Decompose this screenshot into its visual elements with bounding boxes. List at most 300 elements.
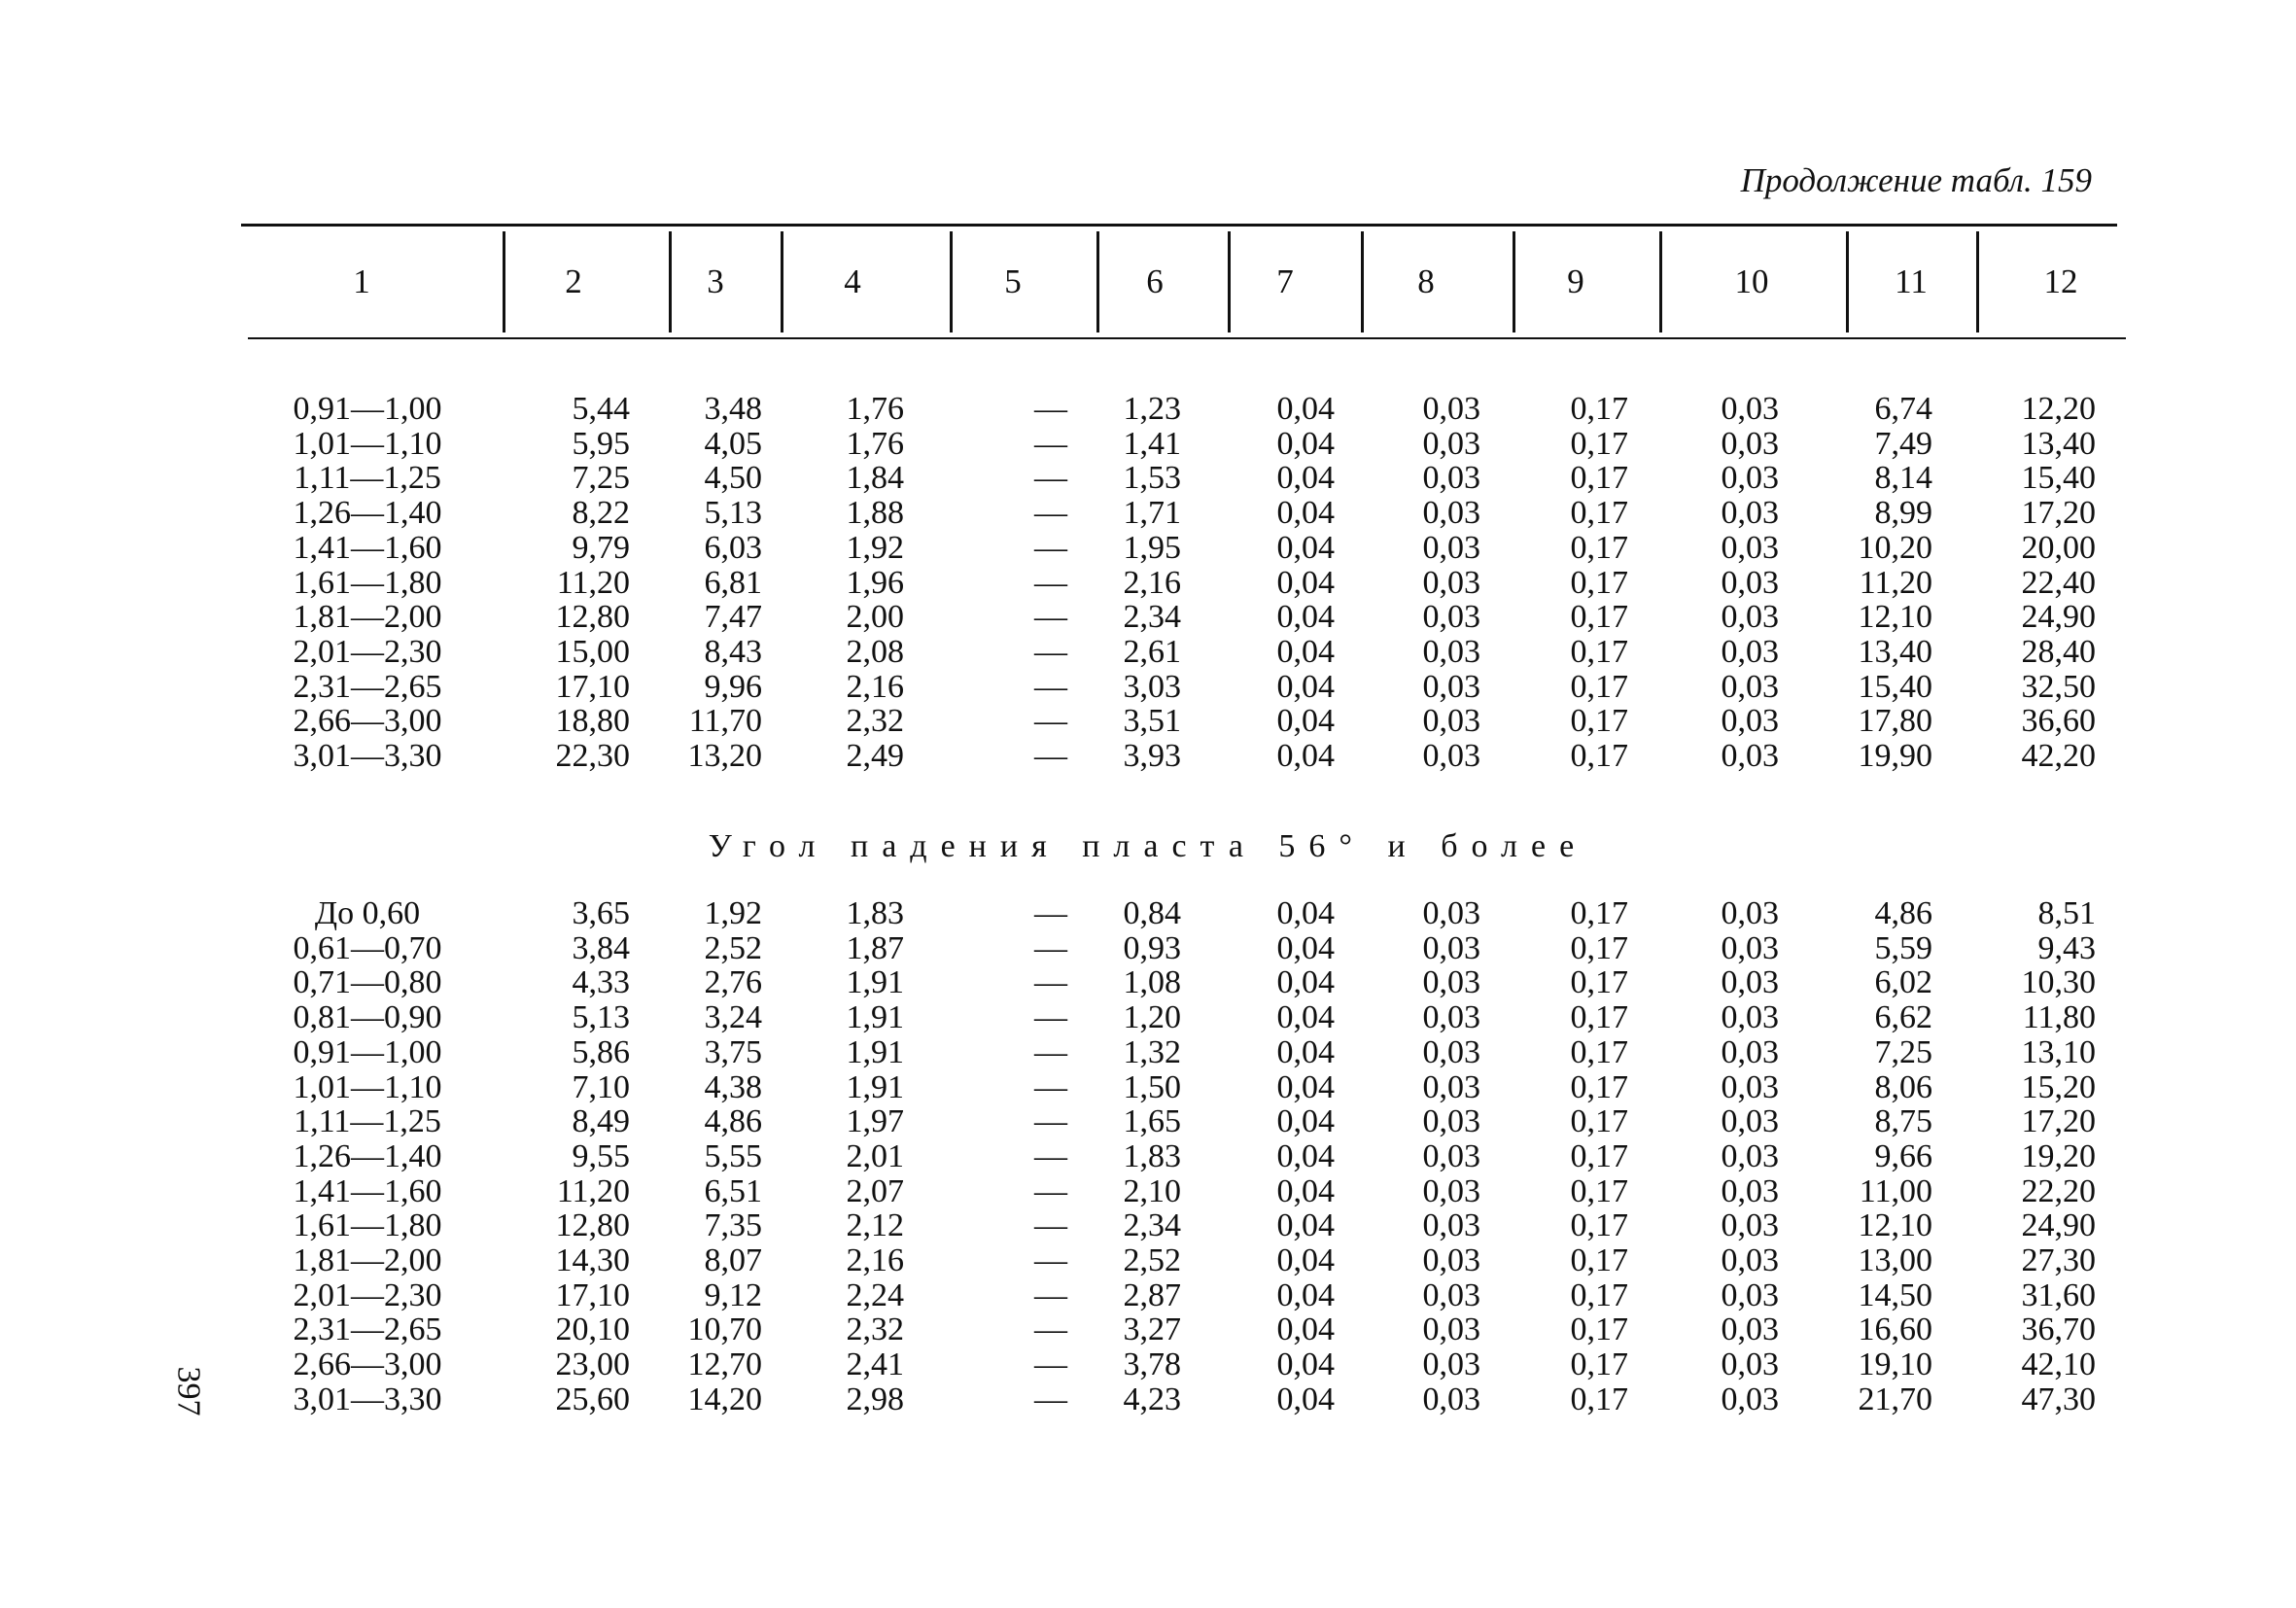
table-cell: 0,04: [1276, 703, 1335, 739]
table-cell: 0,03: [1422, 1311, 1480, 1347]
table-cell: 13,20: [687, 738, 762, 774]
table-cell: 1,65: [1123, 1103, 1181, 1139]
table-cell: 3,48: [704, 391, 762, 427]
table-cell: 0,17: [1570, 634, 1628, 670]
table-cell: 6,81: [704, 565, 762, 601]
table-cell: 0,17: [1570, 1138, 1628, 1174]
table-cell: 3,01—3,30: [293, 1381, 442, 1417]
table-cell: 0,04: [1276, 1242, 1335, 1278]
table-cell: 8,99: [1874, 495, 1932, 531]
table-row: [0, 896, 2296, 931]
table-cell: 0,04: [1276, 1311, 1335, 1347]
table-cell: 0,04: [1276, 1138, 1335, 1174]
table-cell: 10,20: [1858, 530, 1932, 566]
table-cell: 0,03: [1422, 565, 1480, 601]
table-row: [0, 392, 2296, 427]
table-cell: 0,17: [1570, 1381, 1628, 1417]
table-cell: 0,03: [1422, 1103, 1480, 1139]
table-cell: 14,20: [687, 1381, 762, 1417]
table-cell: 5,13: [704, 495, 762, 531]
table-cell: 13,40: [2021, 426, 2096, 462]
table-cell: 11,00: [1859, 1173, 1932, 1209]
table-row: [0, 670, 2296, 705]
table-cell: 1,08: [1123, 964, 1181, 1000]
table-cell: 3,01—3,30: [293, 738, 442, 774]
table-row: [0, 1070, 2296, 1105]
table-cell: 0,17: [1570, 1069, 1628, 1105]
table-cell: —: [1034, 599, 1067, 635]
table-cell: 12,20: [2021, 391, 2096, 427]
table-cell: 0,17: [1570, 495, 1628, 531]
section-title: Угол падения пласта 56° и более: [708, 828, 1588, 864]
column-divider: [1361, 231, 1364, 332]
table-cell: —: [1034, 669, 1067, 705]
table-row: [0, 1000, 2296, 1035]
table-cell: 5,59: [1874, 930, 1932, 966]
table-cell: 2,12: [846, 1207, 904, 1243]
column-divider: [669, 231, 672, 332]
table-cell: —: [1034, 495, 1067, 531]
table-cell: 3,65: [572, 895, 630, 931]
table-cell: 8,75: [1874, 1103, 1932, 1139]
table-row: [0, 1278, 2296, 1313]
table-cell: 3,75: [704, 1034, 762, 1070]
table-cell: 0,04: [1276, 999, 1335, 1035]
table-cell: 17,80: [1858, 703, 1932, 739]
table-cell: 0,03: [1721, 1138, 1779, 1174]
table-cell: 0,17: [1570, 1034, 1628, 1070]
table-cell: 1,71: [1123, 495, 1181, 531]
table-cell: 6,03: [704, 530, 762, 566]
table-cell: 0,17: [1570, 1207, 1628, 1243]
table-cell: 0,03: [1721, 426, 1779, 462]
table-cell: 31,60: [2021, 1277, 2096, 1313]
table-cell: 0,03: [1422, 1381, 1480, 1417]
table-cell: 0,17: [1570, 530, 1628, 566]
table-cell: 15,00: [555, 634, 630, 670]
table-cell: 20,10: [555, 1311, 630, 1347]
table-cell: 9,55: [572, 1138, 630, 1174]
table-cell: 0,03: [1422, 738, 1480, 774]
table-cell: 23,00: [555, 1346, 630, 1382]
table-cell: 22,30: [555, 738, 630, 774]
table-row: [0, 1382, 2296, 1417]
table-cell: 24,90: [2021, 599, 2096, 635]
table-cell: 0,03: [1721, 895, 1779, 931]
table-cell: 4,33: [572, 964, 630, 1000]
table-cell: 0,03: [1422, 930, 1480, 966]
table-cell: 2,31—2,65: [293, 669, 442, 705]
table-cell: 0,03: [1422, 1277, 1480, 1313]
table-cell: 1,53: [1123, 460, 1181, 496]
table-cell: 20,00: [2021, 530, 2096, 566]
table-cell: 2,01—2,30: [293, 634, 442, 670]
table-cell: 1,81—2,00: [293, 599, 442, 635]
table-cell: 0,03: [1721, 738, 1779, 774]
table-cell: 1,91: [846, 1034, 904, 1070]
table-cell: 2,16: [1123, 565, 1181, 601]
table-cell: 1,50: [1123, 1069, 1181, 1105]
table-cell: 8,14: [1874, 460, 1932, 496]
table-cell: 0,93: [1123, 930, 1181, 966]
table-cell: До 0,60: [314, 895, 421, 931]
table-cell: 0,04: [1276, 530, 1335, 566]
top-rule: [241, 224, 2117, 227]
table-cell: 2,32: [846, 703, 904, 739]
table-cell: 1,23: [1123, 391, 1181, 427]
table-cell: 0,04: [1276, 599, 1335, 635]
table-cell: —: [1034, 634, 1067, 670]
table-cell: 0,03: [1721, 599, 1779, 635]
table-cell: 17,20: [2021, 1103, 2096, 1139]
table-cell: 0,03: [1721, 1346, 1779, 1382]
table-cell: 6,62: [1874, 999, 1932, 1035]
table-cell: 2,61: [1123, 634, 1181, 670]
table-cell: 2,07: [846, 1173, 904, 1209]
table-cell: 19,10: [1858, 1346, 1932, 1382]
table-cell: —: [1034, 1173, 1067, 1209]
table-cell: 0,03: [1422, 1242, 1480, 1278]
table-cell: 7,25: [1874, 1034, 1932, 1070]
table-cell: 4,38: [704, 1069, 762, 1105]
table-cell: 1,83: [1123, 1138, 1181, 1174]
table-cell: 1,32: [1123, 1034, 1181, 1070]
table-cell: 42,10: [2021, 1346, 2096, 1382]
table-cell: 2,31—2,65: [293, 1311, 442, 1347]
table-cell: 0,04: [1276, 669, 1335, 705]
table-cell: 1,76: [846, 391, 904, 427]
table-cell: 15,40: [2021, 460, 2096, 496]
header-rule: [248, 337, 2126, 339]
table-cell: —: [1034, 1381, 1067, 1417]
table-cell: 2,52: [1123, 1242, 1181, 1278]
table-cell: 0,84: [1123, 895, 1181, 931]
table-cell: —: [1034, 999, 1067, 1035]
table-cell: 3,51: [1123, 703, 1181, 739]
table-cell: 0,17: [1570, 1103, 1628, 1139]
table-cell: 2,10: [1123, 1173, 1181, 1209]
table-cell: 0,17: [1570, 703, 1628, 739]
column-header: 6: [1146, 262, 1164, 300]
table-cell: 11,20: [556, 565, 630, 601]
table-cell: 0,04: [1276, 895, 1335, 931]
table-cell: 0,03: [1422, 895, 1480, 931]
column-divider: [781, 231, 783, 332]
table-cell: 0,03: [1422, 1138, 1480, 1174]
table-cell: 0,17: [1570, 738, 1628, 774]
table-row: [0, 600, 2296, 635]
table-cell: 0,04: [1276, 930, 1335, 966]
table-cell: 0,04: [1276, 1381, 1335, 1417]
table-cell: 11,20: [556, 1173, 630, 1209]
table-cell: 1,88: [846, 495, 904, 531]
table-row: [0, 1104, 2296, 1139]
table-cell: 18,80: [555, 703, 630, 739]
table-cell: 15,20: [2021, 1069, 2096, 1105]
table-cell: 0,03: [1721, 1311, 1779, 1347]
table-cell: 0,03: [1422, 1173, 1480, 1209]
table-cell: 7,49: [1874, 426, 1932, 462]
table-cell: 0,17: [1570, 565, 1628, 601]
table-cell: 1,61—1,80: [293, 1207, 442, 1243]
table-cell: 1,91: [846, 1069, 904, 1105]
table-cell: 0,03: [1422, 460, 1480, 496]
table-cell: 0,03: [1422, 599, 1480, 635]
table-cell: 4,86: [704, 1103, 762, 1139]
table-cell: 0,17: [1570, 426, 1628, 462]
column-header: 7: [1276, 262, 1294, 300]
table-cell: 1,20: [1123, 999, 1181, 1035]
table-cell: 0,17: [1570, 1173, 1628, 1209]
column-divider: [1096, 231, 1099, 332]
table-row: [0, 965, 2296, 1000]
table-cell: 8,07: [704, 1242, 762, 1278]
table-cell: 1,81—2,00: [293, 1242, 442, 1278]
column-divider: [1513, 231, 1515, 332]
table-cell: 0,03: [1721, 1173, 1779, 1209]
table-cell: 0,03: [1422, 999, 1480, 1035]
table-cell: 0,03: [1721, 703, 1779, 739]
table-cell: 1,83: [846, 895, 904, 931]
table-cell: 0,17: [1570, 460, 1628, 496]
table-cell: 0,03: [1721, 1277, 1779, 1313]
table-cell: 0,91—1,00: [293, 391, 442, 427]
table-cell: 2,87: [1123, 1277, 1181, 1313]
table-cell: 12,70: [687, 1346, 762, 1382]
table-cell: 1,76: [846, 426, 904, 462]
table-cell: —: [1034, 1346, 1067, 1382]
table-cell: —: [1034, 964, 1067, 1000]
table-cell: 9,79: [572, 530, 630, 566]
table-row: [0, 704, 2296, 739]
table-cell: 2,16: [846, 1242, 904, 1278]
table-cell: 1,26—1,40: [293, 495, 442, 531]
table-row: [0, 496, 2296, 531]
table-cell: —: [1034, 1311, 1067, 1347]
column-divider: [1228, 231, 1231, 332]
table-cell: 1,01—1,10: [293, 1069, 442, 1105]
column-divider: [1659, 231, 1662, 332]
table-cell: 7,47: [704, 599, 762, 635]
table-cell: 0,03: [1721, 1069, 1779, 1105]
table-cell: 0,17: [1570, 895, 1628, 931]
table-cell: 0,03: [1721, 530, 1779, 566]
table-cell: 0,04: [1276, 391, 1335, 427]
table-cell: 0,03: [1422, 530, 1480, 566]
table-cell: 2,34: [1123, 1207, 1181, 1243]
table-cell: 0,03: [1422, 964, 1480, 1000]
table-cell: 1,41: [1123, 426, 1181, 462]
table-cell: 5,86: [572, 1034, 630, 1070]
table-cell: 10,70: [687, 1311, 762, 1347]
table-cell: 12,10: [1858, 599, 1932, 635]
table-cell: 17,20: [2021, 495, 2096, 531]
column-divider: [1976, 231, 1979, 332]
table-cell: 25,60: [555, 1381, 630, 1417]
table-cell: 8,22: [572, 495, 630, 531]
table-cell: 0,17: [1570, 1311, 1628, 1347]
table-cell: 22,20: [2021, 1173, 2096, 1209]
table-cell: 8,49: [572, 1103, 630, 1139]
table-cell: 5,13: [572, 999, 630, 1035]
table-cell: 0,17: [1570, 1242, 1628, 1278]
table-row: [0, 531, 2296, 566]
table-cell: 0,03: [1422, 1069, 1480, 1105]
table-cell: 14,50: [1858, 1277, 1932, 1313]
table-cell: 3,03: [1123, 669, 1181, 705]
column-header: 10: [1734, 262, 1769, 300]
table-cell: 1,97: [846, 1103, 904, 1139]
column-header: 12: [2043, 262, 2078, 300]
table-cell: 36,60: [2021, 703, 2096, 739]
table-cell: 0,03: [1721, 634, 1779, 670]
table-cell: 3,24: [704, 999, 762, 1035]
table-cell: 0,03: [1422, 1346, 1480, 1382]
table-cell: —: [1034, 895, 1067, 931]
table-cell: 22,40: [2021, 565, 2096, 601]
page-number: 397: [170, 1366, 207, 1416]
table-row: [0, 635, 2296, 670]
table-cell: 0,03: [1721, 1381, 1779, 1417]
table-cell: 2,41: [846, 1346, 904, 1382]
table-cell: —: [1034, 1138, 1067, 1174]
table-row: [0, 566, 2296, 601]
table-cell: 12,10: [1858, 1207, 1932, 1243]
table-cell: 2,01—2,30: [293, 1277, 442, 1313]
table-cell: —: [1034, 530, 1067, 566]
column-header: 3: [707, 262, 724, 300]
column-header: 9: [1567, 262, 1584, 300]
table-cell: —: [1034, 1207, 1067, 1243]
table-row: [0, 1243, 2296, 1278]
table-cell: 11,70: [688, 703, 762, 739]
table-cell: 2,16: [846, 669, 904, 705]
table-cell: 4,86: [1874, 895, 1932, 931]
table-cell: 0,04: [1276, 634, 1335, 670]
table-cell: 0,81—0,90: [293, 999, 442, 1035]
table-cell: —: [1034, 426, 1067, 462]
table-cell: —: [1034, 1242, 1067, 1278]
table-cell: 32,50: [2021, 669, 2096, 705]
table-cell: 1,11—1,25: [294, 1103, 441, 1139]
table-cell: 17,10: [555, 669, 630, 705]
table-cell: 0,17: [1570, 669, 1628, 705]
table-cell: 1,91: [846, 964, 904, 1000]
table-cell: 0,03: [1721, 930, 1779, 966]
table-cell: 0,03: [1721, 964, 1779, 1000]
table-cell: 2,08: [846, 634, 904, 670]
table-cell: 2,01: [846, 1138, 904, 1174]
table-row: [0, 461, 2296, 496]
table-cell: —: [1034, 460, 1067, 496]
table-cell: 13,40: [1858, 634, 1932, 670]
table-cell: 4,50: [704, 460, 762, 496]
table-row: [0, 1312, 2296, 1347]
table-cell: 2,66—3,00: [293, 1346, 442, 1382]
table-cell: 0,03: [1721, 669, 1779, 705]
table-cell: 1,91: [846, 999, 904, 1035]
table-cell: 3,93: [1123, 738, 1181, 774]
table-cell: 1,87: [846, 930, 904, 966]
table-cell: 0,03: [1422, 426, 1480, 462]
table-cell: 13,10: [2021, 1034, 2096, 1070]
table-cell: 5,95: [572, 426, 630, 462]
table-cell: 0,04: [1276, 426, 1335, 462]
column-divider: [950, 231, 953, 332]
table-cell: 6,51: [704, 1173, 762, 1209]
table-cell: 27,30: [2021, 1242, 2096, 1278]
table-cell: 21,70: [1858, 1381, 1932, 1417]
table-row: [0, 739, 2296, 774]
table-cell: 17,10: [555, 1277, 630, 1313]
table-cell: 7,10: [572, 1069, 630, 1105]
table-cell: —: [1034, 1034, 1067, 1070]
table-cell: 7,25: [572, 460, 630, 496]
table-cell: 0,04: [1276, 495, 1335, 531]
table-cell: 0,03: [1422, 1034, 1480, 1070]
table-cell: 0,03: [1721, 565, 1779, 601]
table-cell: 3,84: [572, 930, 630, 966]
table-cell: 42,20: [2021, 738, 2096, 774]
table-cell: 0,17: [1570, 1346, 1628, 1382]
table-cell: 0,04: [1276, 1103, 1335, 1139]
table-cell: 0,04: [1276, 460, 1335, 496]
table-cell: 0,04: [1276, 1207, 1335, 1243]
table-cell: 8,51: [2037, 895, 2096, 931]
table-caption: Продолжение табл. 159: [1740, 161, 2092, 199]
table-cell: 28,40: [2021, 634, 2096, 670]
table-cell: 0,04: [1276, 1173, 1335, 1209]
table-cell: 14,30: [555, 1242, 630, 1278]
table-cell: 0,71—0,80: [293, 964, 442, 1000]
table-cell: 6,02: [1874, 964, 1932, 1000]
table-cell: 24,90: [2021, 1207, 2096, 1243]
table-cell: 6,74: [1874, 391, 1932, 427]
table-cell: —: [1034, 1277, 1067, 1313]
table-cell: 15,40: [1858, 669, 1932, 705]
table-cell: 3,78: [1123, 1346, 1181, 1382]
table-cell: 2,52: [704, 930, 762, 966]
table-cell: 12,80: [555, 599, 630, 635]
table-cell: —: [1034, 703, 1067, 739]
table-cell: 4,23: [1123, 1381, 1181, 1417]
table-cell: 1,41—1,60: [293, 1173, 442, 1209]
table-row: [0, 1208, 2296, 1243]
table-cell: 0,03: [1721, 1103, 1779, 1139]
table-cell: 0,91—1,00: [293, 1034, 442, 1070]
table-row: [0, 1035, 2296, 1070]
table-cell: 47,30: [2021, 1381, 2096, 1417]
column-divider: [503, 231, 505, 332]
table-cell: 4,05: [704, 426, 762, 462]
table-cell: —: [1034, 738, 1067, 774]
table-cell: 1,92: [704, 895, 762, 931]
table-row: [0, 1139, 2296, 1174]
table-cell: 0,04: [1276, 738, 1335, 774]
table-cell: 2,32: [846, 1311, 904, 1347]
table-cell: 13,00: [1858, 1242, 1932, 1278]
table-cell: 9,43: [2037, 930, 2096, 966]
table-cell: 11,80: [2022, 999, 2096, 1035]
table-cell: 2,00: [846, 599, 904, 635]
table-cell: 1,84: [846, 460, 904, 496]
table-cell: 19,90: [1858, 738, 1932, 774]
column-header: 11: [1895, 262, 1928, 300]
table-cell: —: [1034, 1103, 1067, 1139]
table-cell: 1,95: [1123, 530, 1181, 566]
table-cell: 36,70: [2021, 1311, 2096, 1347]
table-cell: 0,17: [1570, 391, 1628, 427]
